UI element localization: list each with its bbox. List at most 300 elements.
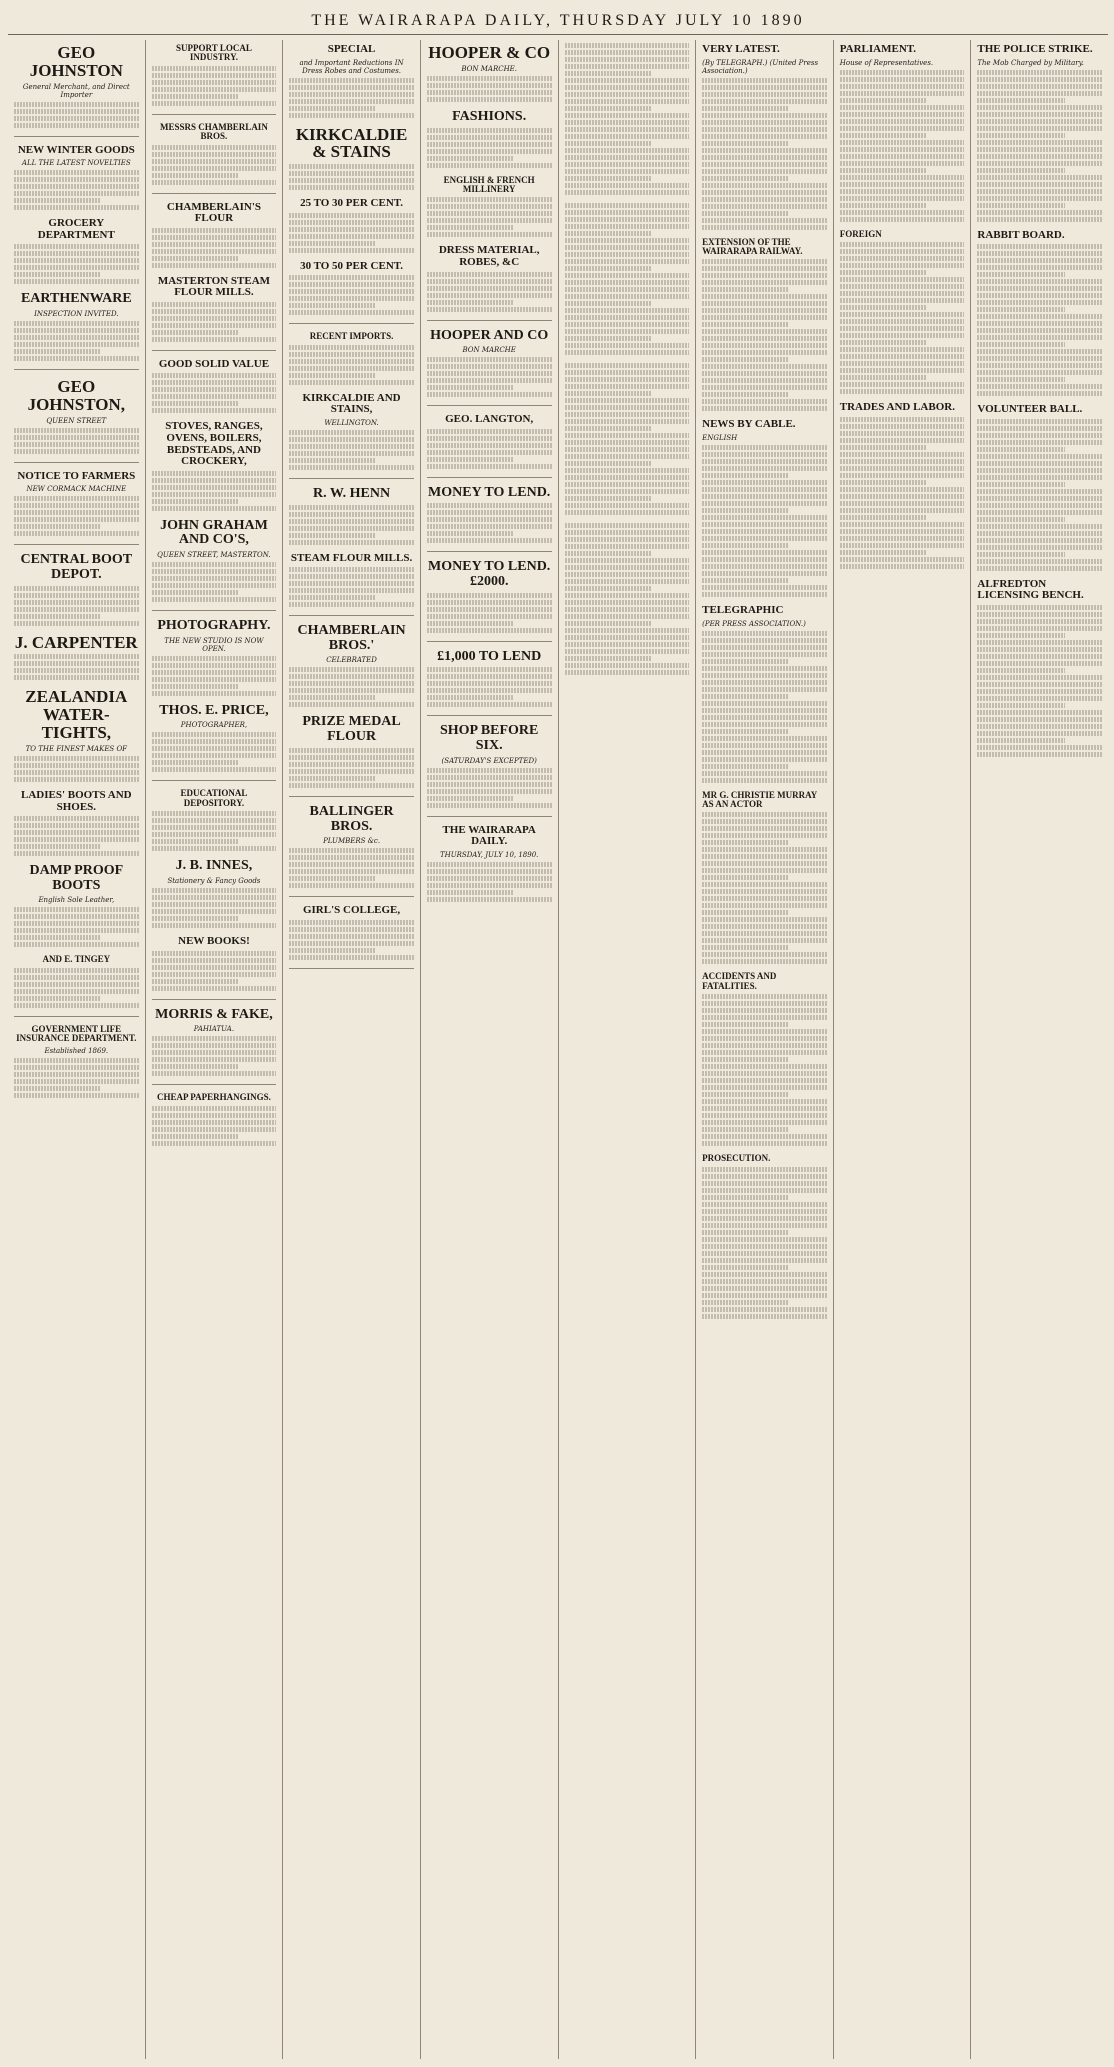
advertisement-block [14, 688, 139, 782]
text-line [152, 732, 277, 737]
advertisement-block [152, 619, 277, 696]
text-line [289, 113, 414, 118]
text-line [977, 189, 1102, 194]
text-line [702, 85, 827, 90]
ad-headline: FASHIONS. [452, 108, 527, 124]
column-3 [283, 40, 421, 2059]
text-line [702, 1001, 827, 1006]
text-line [152, 902, 277, 907]
fine-print-lines [289, 164, 414, 190]
article-block [565, 523, 690, 675]
text-line [152, 979, 239, 984]
text-line [840, 550, 927, 555]
text-line [702, 1314, 827, 1319]
text-line [289, 164, 414, 169]
text-line [14, 510, 139, 515]
fine-print-lines [565, 363, 690, 515]
fine-print-lines [427, 272, 552, 312]
fine-print-lines [702, 1167, 827, 1319]
text-line [289, 883, 414, 888]
fine-print-lines [289, 920, 414, 960]
text-line [565, 190, 690, 195]
text-line [702, 1167, 827, 1172]
advertisement-block [427, 245, 552, 320]
text-line [977, 605, 1102, 610]
text-line [14, 982, 139, 987]
subheading: (By TELEGRAPH.) (United Press Association.) [702, 58, 819, 75]
text-line [702, 896, 827, 901]
text-line [289, 220, 414, 225]
column-7 [834, 40, 972, 2059]
text-line [289, 366, 414, 371]
advertisement-block [14, 44, 139, 137]
text-line [14, 205, 139, 210]
text-line [702, 868, 827, 873]
text-line [977, 307, 1064, 312]
text-line [427, 803, 552, 808]
text-line [289, 99, 414, 104]
text-line [977, 391, 1102, 396]
article-block [840, 230, 965, 394]
text-line [977, 272, 1064, 277]
advertisement-block [152, 704, 277, 782]
text-line [977, 196, 1102, 201]
fine-print-lines [14, 816, 139, 856]
text-line [977, 147, 1102, 152]
advertisement-block [289, 126, 414, 191]
text-line [152, 302, 277, 307]
text-line [840, 319, 965, 324]
ad-headline: MESSRS CHAMBERLAIN BROS. [160, 121, 268, 142]
text-line [702, 204, 827, 209]
text-line [565, 503, 690, 508]
fine-print-lines [14, 586, 139, 626]
text-line [289, 289, 414, 294]
text-line [152, 760, 239, 765]
text-line [702, 536, 827, 541]
text-line [702, 917, 827, 922]
text-line [702, 1258, 827, 1263]
text-line [152, 1050, 277, 1055]
advertisement-block [427, 724, 552, 816]
text-line [840, 361, 965, 366]
fine-print-lines [152, 302, 277, 342]
text-line [427, 142, 552, 147]
subheading: PAHIATUA. [193, 1025, 235, 1034]
text-line [702, 343, 827, 348]
text-line [427, 621, 514, 626]
fine-print-lines [702, 631, 827, 783]
subheading: ENGLISH [702, 433, 738, 442]
text-line [152, 677, 277, 682]
text-line [14, 763, 139, 768]
text-line [14, 614, 101, 619]
text-line [702, 452, 827, 457]
text-line [702, 1029, 827, 1034]
text-line [702, 99, 827, 104]
text-line [702, 162, 827, 167]
text-line [565, 489, 690, 494]
fine-print-lines [152, 951, 277, 991]
text-line [565, 607, 690, 612]
text-line [427, 286, 552, 291]
text-line [289, 505, 414, 510]
text-line [427, 83, 552, 88]
text-line [565, 210, 690, 215]
text-line [289, 869, 414, 874]
text-line [565, 363, 690, 368]
text-line [427, 789, 552, 794]
text-line [289, 702, 414, 707]
text-line [840, 375, 927, 380]
text-line [289, 941, 414, 946]
text-line [702, 508, 789, 513]
fine-print-lines [14, 321, 139, 361]
advertisement-block [289, 393, 414, 479]
text-line [702, 1141, 827, 1146]
text-line [427, 775, 552, 780]
text-line [977, 300, 1102, 305]
text-line [977, 293, 1102, 298]
text-line [977, 126, 1102, 131]
text-line [427, 357, 552, 362]
text-line [702, 1230, 789, 1235]
text-line [977, 70, 1102, 75]
text-line [289, 681, 414, 686]
text-line [427, 869, 552, 874]
text-line [702, 515, 827, 520]
text-line [702, 889, 827, 894]
text-line [977, 552, 1064, 557]
advertisement-block [289, 198, 414, 253]
text-line [152, 1106, 277, 1111]
text-line [427, 385, 514, 390]
text-line [702, 736, 827, 741]
advertisement-block [289, 261, 414, 325]
text-line [289, 380, 414, 385]
advertisement-block [427, 486, 552, 553]
text-line [565, 656, 652, 661]
fine-print-lines [702, 259, 827, 411]
text-line [702, 399, 827, 404]
text-line [840, 210, 965, 215]
ad-headline: AND E. TINGEY [42, 954, 111, 965]
advertisement-block [152, 44, 277, 115]
article-headline: FOREIGN [839, 228, 882, 239]
text-line [702, 1202, 827, 1207]
text-line [840, 557, 965, 562]
text-line [152, 684, 239, 689]
article-headline: ACCIDENTS AND FATALITIES. [702, 971, 777, 991]
text-line [152, 818, 277, 823]
text-line [14, 335, 139, 340]
text-line [840, 480, 927, 485]
text-line [977, 251, 1102, 256]
fine-print-lines [840, 242, 965, 394]
text-line [702, 1286, 827, 1291]
text-line [427, 450, 552, 455]
text-line [702, 1272, 827, 1277]
advertisement-block [427, 110, 552, 168]
text-line [152, 471, 277, 476]
fine-print-lines [152, 1106, 277, 1146]
column-2 [146, 40, 284, 2059]
text-line [152, 87, 277, 92]
text-line [702, 826, 827, 831]
text-line [977, 98, 1064, 103]
text-line [977, 566, 1102, 571]
text-line [289, 451, 414, 456]
text-line [427, 135, 552, 140]
text-line [702, 959, 827, 964]
text-line [427, 97, 552, 102]
text-line [977, 626, 1102, 631]
fine-print-lines [289, 430, 414, 470]
text-line [702, 445, 827, 450]
text-line [702, 1078, 827, 1083]
text-line [152, 485, 277, 490]
fine-print-lines [152, 471, 277, 511]
text-line [977, 510, 1102, 515]
text-line [702, 364, 827, 369]
text-line [840, 249, 965, 254]
text-line [702, 218, 827, 223]
text-line [702, 1057, 789, 1062]
text-line [565, 384, 690, 389]
text-line [702, 840, 789, 845]
text-line [289, 234, 414, 239]
text-line [702, 1195, 789, 1200]
text-line [977, 328, 1102, 333]
text-line [427, 614, 552, 619]
text-line [977, 84, 1102, 89]
text-line [152, 895, 277, 900]
text-line [840, 277, 965, 282]
text-line [840, 368, 965, 373]
advertisement-block [427, 44, 552, 102]
text-line [702, 406, 827, 411]
text-line [840, 154, 965, 159]
text-line [289, 430, 414, 435]
text-line [702, 106, 789, 111]
text-line [702, 1071, 827, 1076]
text-line [289, 927, 414, 932]
text-line [427, 300, 514, 305]
text-line [427, 211, 552, 216]
text-line [840, 431, 965, 436]
text-line [14, 844, 101, 849]
text-line [427, 897, 552, 902]
text-line [702, 78, 827, 83]
text-line [977, 531, 1102, 536]
text-line [840, 140, 965, 145]
text-line [702, 1279, 827, 1284]
text-line [427, 149, 552, 154]
text-line [14, 442, 139, 447]
advertisement-block [14, 145, 139, 211]
fine-print-lines [289, 667, 414, 707]
text-line [702, 301, 827, 306]
text-line [427, 600, 552, 605]
text-line [14, 975, 139, 980]
text-line [14, 1093, 139, 1098]
fine-print-lines [152, 373, 277, 413]
text-line [977, 738, 1064, 743]
ad-headline: SHOP BEFORE SIX. [439, 723, 539, 754]
text-line [565, 176, 652, 181]
text-line [565, 670, 690, 675]
text-line [702, 578, 789, 583]
text-line [427, 163, 552, 168]
text-line [702, 1307, 827, 1312]
text-line [427, 702, 552, 707]
text-line [977, 675, 1102, 680]
subheading: NEW CORMACK MACHINE [26, 485, 127, 494]
article-block [977, 579, 1102, 757]
text-line [977, 612, 1102, 617]
fine-print-lines [14, 102, 139, 128]
text-line [14, 1065, 139, 1070]
article-block [977, 404, 1102, 571]
text-line [565, 558, 690, 563]
fine-print-lines [977, 70, 1102, 222]
text-line [977, 647, 1102, 652]
text-line [702, 392, 789, 397]
advertisement-block [427, 329, 552, 407]
text-line [152, 1134, 239, 1139]
text-line [152, 1064, 239, 1069]
text-line [152, 1120, 277, 1125]
text-line [427, 371, 552, 376]
text-line [14, 1086, 101, 1091]
text-line [565, 482, 690, 487]
text-line [840, 263, 965, 268]
advertisement-block [152, 859, 277, 928]
text-line [702, 543, 789, 548]
text-line [152, 80, 277, 85]
text-line [702, 494, 827, 499]
text-line [977, 475, 1102, 480]
text-line [977, 370, 1102, 375]
ad-headline: KIRKCALDIE AND STAINS, [302, 391, 401, 416]
text-line [427, 688, 552, 693]
article-block [702, 605, 827, 783]
text-line [565, 57, 690, 62]
text-line [702, 466, 827, 471]
text-line [14, 1003, 139, 1008]
text-line [977, 559, 1102, 564]
subheading: Established 1869. [44, 1046, 109, 1055]
ad-headline: JOHN GRAHAM AND CO'S, [160, 517, 268, 548]
text-line [702, 557, 827, 562]
text-line [977, 654, 1102, 659]
text-line [565, 141, 652, 146]
text-line [840, 529, 965, 534]
text-line [289, 512, 414, 517]
text-line [702, 1015, 827, 1020]
text-line [14, 1079, 139, 1084]
text-line [977, 342, 1064, 347]
ad-headline: 25 TO 30 PER CENT. [300, 197, 404, 210]
ad-headline: THE WAIRARAPA DAILY. [442, 823, 536, 848]
text-line [840, 147, 965, 152]
fine-print-lines [702, 78, 827, 230]
article-block [565, 43, 690, 195]
text-line [289, 783, 414, 788]
text-line [565, 245, 690, 250]
text-line [702, 1050, 827, 1055]
text-line [152, 159, 277, 164]
text-line [702, 287, 789, 292]
text-line [14, 996, 101, 1001]
text-line [152, 825, 277, 830]
text-line [702, 501, 827, 506]
text-line [565, 224, 690, 229]
text-line [702, 522, 827, 527]
article-block [840, 44, 965, 222]
fine-print-lines [289, 505, 414, 545]
text-line [289, 848, 414, 853]
text-line [152, 951, 277, 956]
text-line [702, 833, 827, 838]
text-line [152, 249, 277, 254]
text-line [565, 238, 690, 243]
text-line [977, 752, 1102, 757]
text-line [289, 185, 414, 190]
text-line [977, 745, 1102, 750]
text-line [14, 837, 139, 842]
fine-print-lines [152, 732, 277, 772]
text-line [702, 924, 827, 929]
text-line [289, 213, 414, 218]
text-line [152, 152, 277, 157]
text-line [152, 309, 277, 314]
text-line [702, 1043, 827, 1048]
ad-headline: CHAMBERLAIN'S FLOUR [166, 200, 261, 225]
fine-print-lines [289, 748, 414, 788]
fine-print-lines [152, 811, 277, 851]
fine-print-lines [702, 445, 827, 597]
text-line [702, 357, 789, 362]
text-line [152, 839, 239, 844]
text-line [152, 972, 277, 977]
text-line [289, 296, 414, 301]
text-line [702, 197, 827, 202]
text-line [702, 694, 789, 699]
text-line [702, 127, 827, 132]
text-line [152, 73, 277, 78]
text-line [427, 90, 552, 95]
text-line [14, 675, 139, 680]
fine-print-lines [152, 66, 277, 106]
advertisement-block [14, 864, 139, 947]
text-line [152, 316, 277, 321]
text-line [289, 345, 414, 350]
article-headline: TELEGRAPHIC [702, 603, 784, 616]
ad-headline: MONEY TO LEND. [428, 484, 551, 500]
text-line [702, 183, 827, 188]
text-line [840, 389, 965, 394]
text-line [702, 315, 827, 320]
text-line [152, 597, 277, 602]
fine-print-lines [565, 43, 690, 195]
text-line [152, 739, 277, 744]
ad-headline: STEAM FLOUR MILLS. [290, 551, 413, 564]
ad-headline: HOOPER AND CO [430, 327, 549, 343]
text-line [565, 308, 690, 313]
fine-print-lines [289, 213, 414, 253]
ad-headline: ENGLISH & FRENCH MILLINERY [443, 174, 535, 194]
